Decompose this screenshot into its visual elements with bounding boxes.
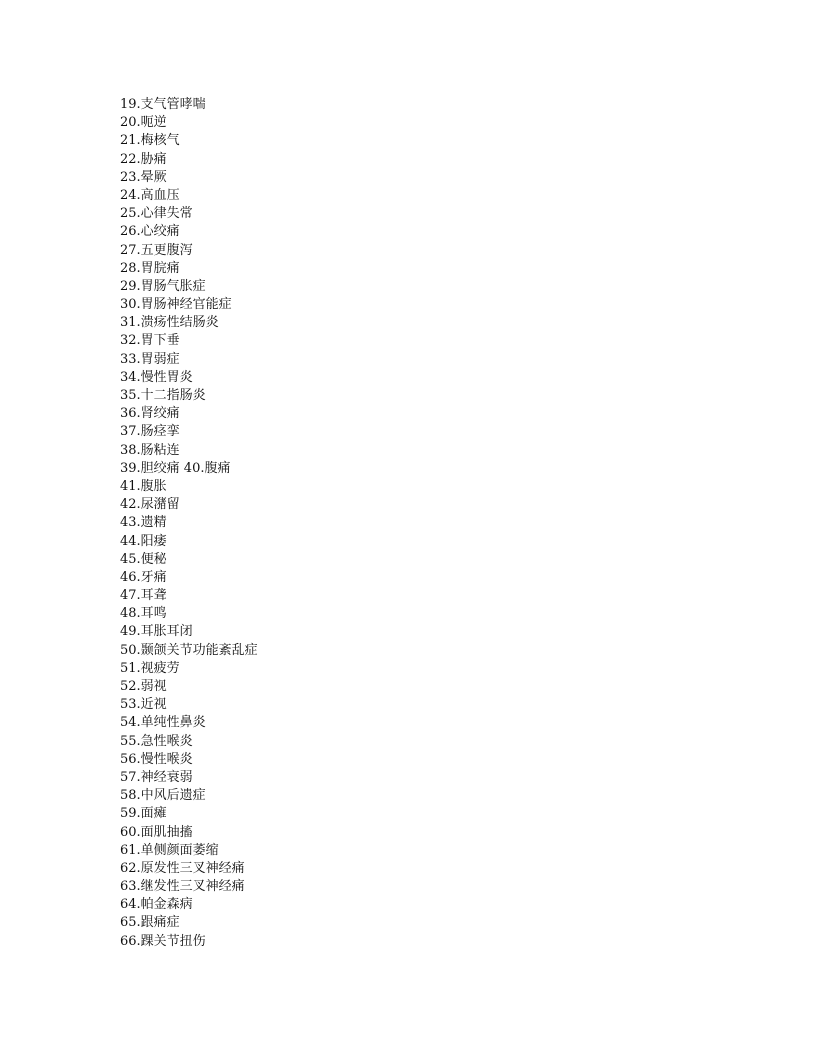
list-item: 31.溃疡性结肠炎 bbox=[120, 315, 219, 331]
list-item: 20.呃逆 bbox=[120, 115, 167, 131]
list-item: 57.神经衰弱 bbox=[120, 769, 193, 785]
list-item: 34.慢性胃炎 bbox=[120, 369, 193, 385]
list-item: 51.视疲劳 bbox=[120, 660, 180, 676]
list-item: 58.中风后遗症 bbox=[120, 788, 206, 804]
list-item: 26.心绞痛 bbox=[120, 224, 180, 240]
list-item: 22.胁痛 bbox=[120, 151, 167, 167]
list-item: 41.腹胀 bbox=[120, 478, 167, 494]
list-item: 54.单纯性鼻炎 bbox=[120, 715, 206, 731]
list-item: 21.梅核气 bbox=[120, 133, 180, 149]
list-item: 36.肾绞痛 bbox=[120, 406, 180, 422]
list-item: 39.胆绞痛 40.腹痛 bbox=[120, 460, 231, 476]
list-item: 43.遗精 bbox=[120, 515, 167, 531]
list-item: 60.面肌抽搐 bbox=[120, 824, 193, 840]
list-item: 46.牙痛 bbox=[120, 569, 167, 585]
list-item: 56.慢性喉炎 bbox=[120, 751, 193, 767]
list-item: 33.胃弱症 bbox=[120, 351, 180, 367]
condition-list bbox=[120, 96, 258, 951]
list-item: 25.心律失常 bbox=[120, 206, 193, 222]
list-item: 27.五更腹泻 bbox=[120, 242, 193, 258]
list-item: 52.弱视 bbox=[120, 679, 167, 694]
list-item: 35.十二指肠炎 bbox=[120, 388, 206, 403]
list-item: 49.耳胀耳闭 bbox=[120, 624, 193, 640]
list-item: 66.踝关节扭伤 bbox=[120, 933, 206, 949]
list-item: 38.肠粘连 bbox=[120, 442, 180, 458]
list-item: 55.急性喉炎 bbox=[120, 733, 193, 749]
list-item: 30.胃肠神经官能症 bbox=[120, 297, 232, 313]
list-item: 19.支气管哮喘 bbox=[120, 97, 206, 112]
list-item: 44.阳痿 bbox=[120, 533, 167, 549]
list-item: 53.近视 bbox=[120, 697, 167, 713]
list-item: 48.耳鸣 bbox=[120, 606, 167, 622]
list-item: 63.继发性三叉神经痛 bbox=[120, 879, 245, 895]
list-item: 62.原发性三叉神经痛 bbox=[120, 860, 245, 876]
list-item: 37.肠痉挛 bbox=[120, 424, 180, 440]
list-item: 65.跟痛症 bbox=[120, 915, 180, 931]
list-item: 61.单侧颜面萎缩 bbox=[120, 842, 219, 858]
list-item: 24.高血压 bbox=[120, 187, 180, 203]
list-item: 42.尿潴留 bbox=[120, 497, 180, 513]
list-item: 64.帕金森病 bbox=[120, 897, 193, 913]
list-item: 28.胃脘痛 bbox=[120, 260, 180, 276]
list-item: 29.胃肠气胀症 bbox=[120, 278, 206, 294]
list-item: 47.耳聋 bbox=[120, 588, 167, 604]
list-item: 50.颞颌关节功能紊乱症 bbox=[120, 642, 258, 658]
list-item: 59.面瘫 bbox=[120, 806, 167, 822]
list-item: 23.晕厥 bbox=[120, 169, 167, 185]
list-item: 45.便秘 bbox=[120, 551, 167, 567]
list-item: 32.胃下垂 bbox=[120, 333, 180, 349]
